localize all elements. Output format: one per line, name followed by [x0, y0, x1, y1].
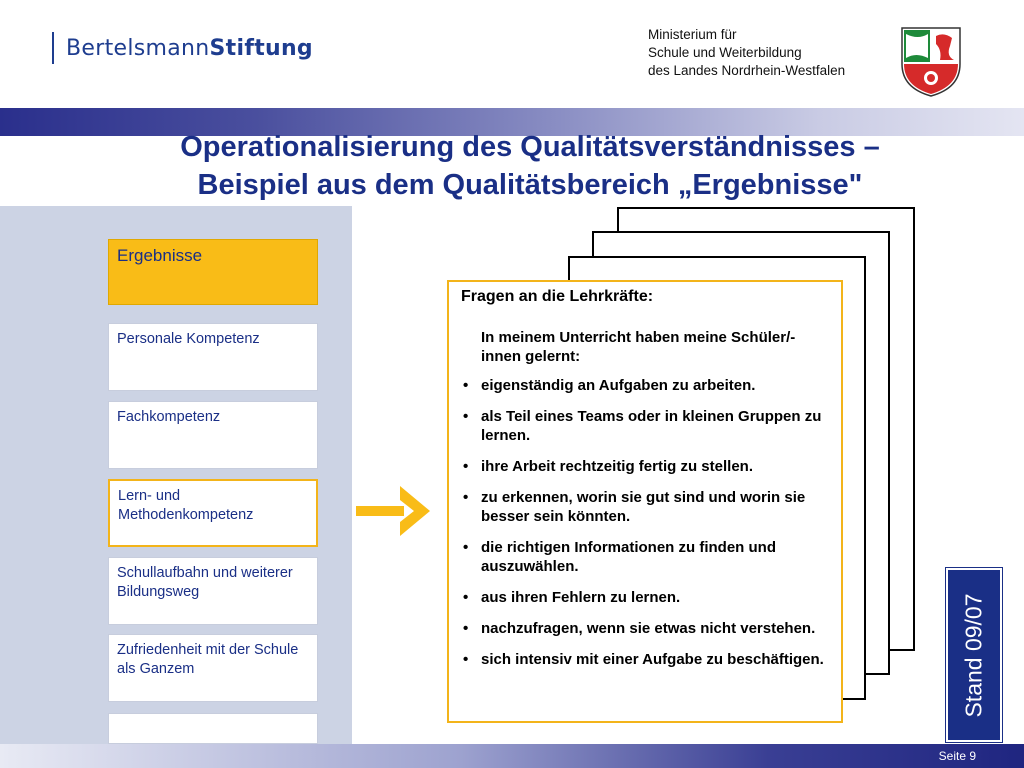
sidebar-item-label: Schullaufbahn und weiterer Bildungsweg: [117, 565, 293, 600]
sidebar-item-ergebnisse[interactable]: [108, 239, 318, 305]
card-heading: Fragen an die Lehrkräfte:: [461, 288, 654, 305]
header: [0, 0, 1024, 108]
page-number: Seite 9: [938, 749, 976, 763]
ministry-line: Schule und Weiterbildung: [648, 45, 802, 60]
logo-text-part1: Bertelsmann: [66, 35, 210, 61]
slide-title: [0, 128, 1024, 204]
list-item: • zu erkennen, worin sie gut sind und worin sie besser sein könnten.: [461, 488, 831, 526]
stand-badge: [946, 568, 1002, 742]
sidebar-item-label: Lern- und Methodenkompetenz: [118, 488, 254, 523]
footer-bar: [0, 744, 1024, 768]
list-item: • aus ihren Fehlern zu lernen.: [461, 588, 831, 607]
logo-text-part2: Stiftung: [209, 35, 313, 61]
list-item: • die richtigen Informationen zu finden und auszuwählen.: [461, 538, 831, 576]
title-line-1: Operationalisierung des Qualitätsverständnisses –: [180, 131, 880, 163]
sidebar-item-zufriedenheit[interactable]: [108, 634, 318, 702]
arrow-right-icon: [356, 486, 432, 538]
logo-divider: [52, 32, 54, 64]
title-line-2: Beispiel aus dem Qualitätsbereich „Ergebnisse": [197, 169, 863, 201]
sidebar-item-lern-methodenkompetenz[interactable]: [108, 479, 318, 547]
nrw-coat-of-arms-icon: [900, 26, 962, 98]
teacher-questions-card: [447, 280, 843, 723]
sidebar-item-personale-kompetenz[interactable]: [108, 323, 318, 391]
ministry-line: des Landes Nordrhein-Westfalen: [648, 63, 846, 78]
sidebar-item-schullaufbahn[interactable]: [108, 557, 318, 625]
stand-label: Stand 09/07: [960, 592, 987, 718]
sidebar-item-label: Ergebnisse: [117, 246, 203, 265]
sidebar-item-label: Zufriedenheit mit der Schule als Ganzem: [117, 642, 299, 677]
list-item: • ihre Arbeit rechtzeitig fertig zu stellen.: [461, 457, 831, 476]
sidebar-item-label: Personale Kompetenz: [117, 331, 260, 347]
bertelsmann-stiftung-logo: [52, 30, 313, 66]
quality-areas-panel: [0, 206, 352, 744]
card-intro: In meinem Unterricht haben meine Schüler/-innen gelernt:: [481, 329, 796, 365]
sidebar-item-fachkompetenz[interactable]: [108, 401, 318, 469]
ministry-name: [648, 26, 845, 80]
ministry-line: Ministerium für: [648, 27, 737, 42]
list-item: • sich intensiv mit einer Aufgabe zu beschäftigen.: [461, 650, 831, 669]
card-bullet-list: [461, 376, 831, 669]
sidebar-item-label: Fachkompetenz: [117, 409, 221, 425]
list-item: • als Teil eines Teams oder in kleinen Gruppen zu lernen.: [461, 407, 831, 445]
list-item: • nachzufragen, wenn sie etwas nicht verstehen.: [461, 619, 831, 638]
sidebar-item-empty[interactable]: [108, 713, 318, 744]
list-item: • eigenständig an Aufgaben zu arbeiten.: [461, 376, 831, 395]
